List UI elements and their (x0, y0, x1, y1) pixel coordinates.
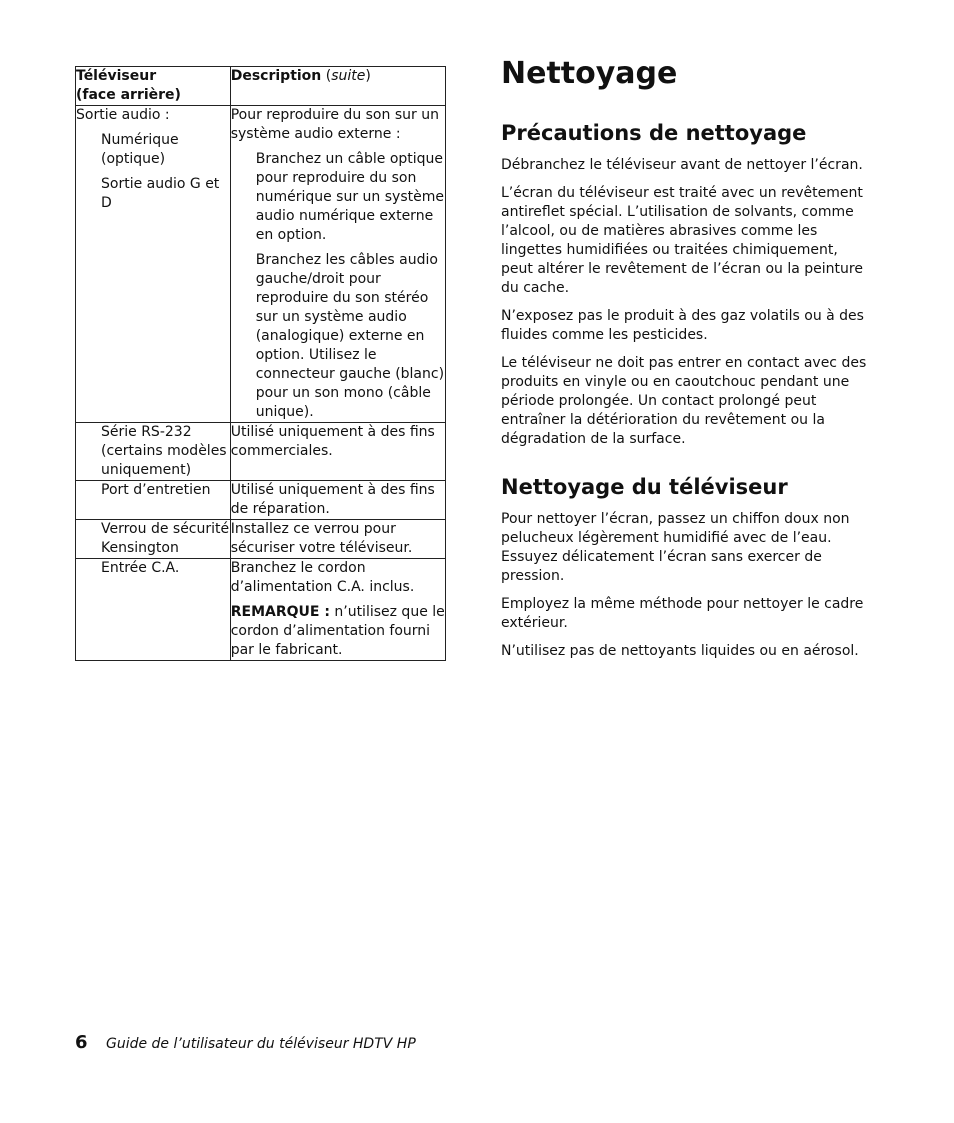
connector-cell (76, 423, 231, 481)
description-text: Installez ce verrou pour sécuriser votre téléviseur. (230, 521, 413, 556)
description-cell (230, 559, 445, 661)
header-cell-rear-panel (76, 67, 231, 106)
description-cell (230, 481, 445, 520)
table-row (76, 559, 446, 661)
description-item: Branchez les câbles audio gauche/droit pour reproduire du son stéréo sur un système audio (analogique) externe en option. Utilisez le connecteur gauche (blanc) pour un son mono (câble unique). (255, 252, 445, 420)
paragraph: N’exposez pas le produit à des gaz volatils ou à des fluides comme les pesticides. (501, 308, 864, 343)
note-label: REMARQUE : (230, 604, 330, 620)
header-paren-open: ( (321, 68, 332, 84)
connector-sublabel: Numérique (optique) (101, 132, 179, 167)
description-text: Utilisé uniquement à des fins de réparation. (230, 482, 435, 517)
connector-table (75, 66, 446, 661)
connector-label: Port d’entretien (101, 482, 211, 498)
table-row (76, 423, 446, 481)
description-text: Utilisé uniquement à des fins commerciales. (230, 424, 435, 459)
paragraph: Pour nettoyer l’écran, passez un chiffon doux non pelucheux légèrement humidifié avec de l’eau. Essuyez délicatement l’écran sans exercer de pression. (501, 511, 850, 584)
connector-cell (76, 481, 231, 520)
description-cell (230, 106, 445, 423)
cleaning-section (501, 52, 871, 670)
connector-label: Série RS-232 (certains modèles uniquement) (101, 424, 227, 478)
description-item: Branchez un câble optique pour reproduire du son numérique sur un système audio numérique externe en option. (255, 151, 444, 243)
note-text: n’utilisez que le cordon d’alimentation fourni par le fabricant. (230, 604, 445, 658)
note (231, 603, 445, 660)
section-heading-cleaning-tv: Nettoyage du téléviseur (501, 475, 788, 499)
header-label-line1: Téléviseur (76, 68, 157, 84)
header-cell-description (230, 67, 445, 106)
section-heading-precautions: Précautions de nettoyage (501, 121, 807, 145)
connector-label: Verrou de sécurité Kensington (101, 521, 230, 556)
connector-label: Sortie audio : (76, 107, 170, 123)
paragraph: Débranchez le téléviseur avant de nettoyer l’écran. (501, 157, 863, 173)
spacer (501, 458, 871, 472)
header-continued-label: suite (331, 68, 366, 84)
paragraph: N’utilisez pas de nettoyants liquides ou en aérosol. (501, 643, 859, 659)
description-intro: Pour reproduire du son sur un système audio externe : (230, 107, 439, 142)
connector-cell (76, 106, 231, 423)
header-paren-close: ) (365, 68, 371, 84)
description-cell (230, 423, 445, 481)
connector-cell (76, 520, 231, 559)
page-footer (75, 1033, 416, 1054)
table-row (76, 520, 446, 559)
paragraph: Employez la même méthode pour nettoyer le cadre extérieur. (501, 596, 864, 631)
paragraph: Le téléviseur ne doit pas entrer en contact avec des produits en vinyle ou en caoutchouc pendant une période prolongée. Un contact prolongé peut entraîner la détérioration du revêtement ou la dégradation de la surface. (501, 355, 867, 447)
footer-title: Guide de l’utilisateur du téléviseur HDTV HP (105, 1036, 416, 1052)
page-title: Nettoyage (501, 56, 678, 91)
table-row (76, 481, 446, 520)
header-label-line2: (face arrière) (76, 87, 181, 103)
description-text: Branchez le cordon d’alimentation C.A. inclus. (230, 560, 415, 595)
table-row (76, 106, 446, 423)
connector-cell (76, 559, 231, 661)
connector-label: Entrée C.A. (101, 560, 180, 576)
connector-sublabel: Sortie audio G et D (101, 176, 220, 211)
table-header-row (76, 67, 446, 106)
description-cell (230, 520, 445, 559)
page-number: 6 (75, 1032, 88, 1053)
paragraph: L’écran du téléviseur est traité avec un revêtement antireflet spécial. L’utilisation de solvants, comme l’alcool, ou de matières abrasives comme les lingettes humidifiées ou traitées chimiquement, peut altérer le revêtement de l’écran ou la peinture du cache. (501, 185, 863, 296)
header-description-label: Description (230, 68, 322, 84)
